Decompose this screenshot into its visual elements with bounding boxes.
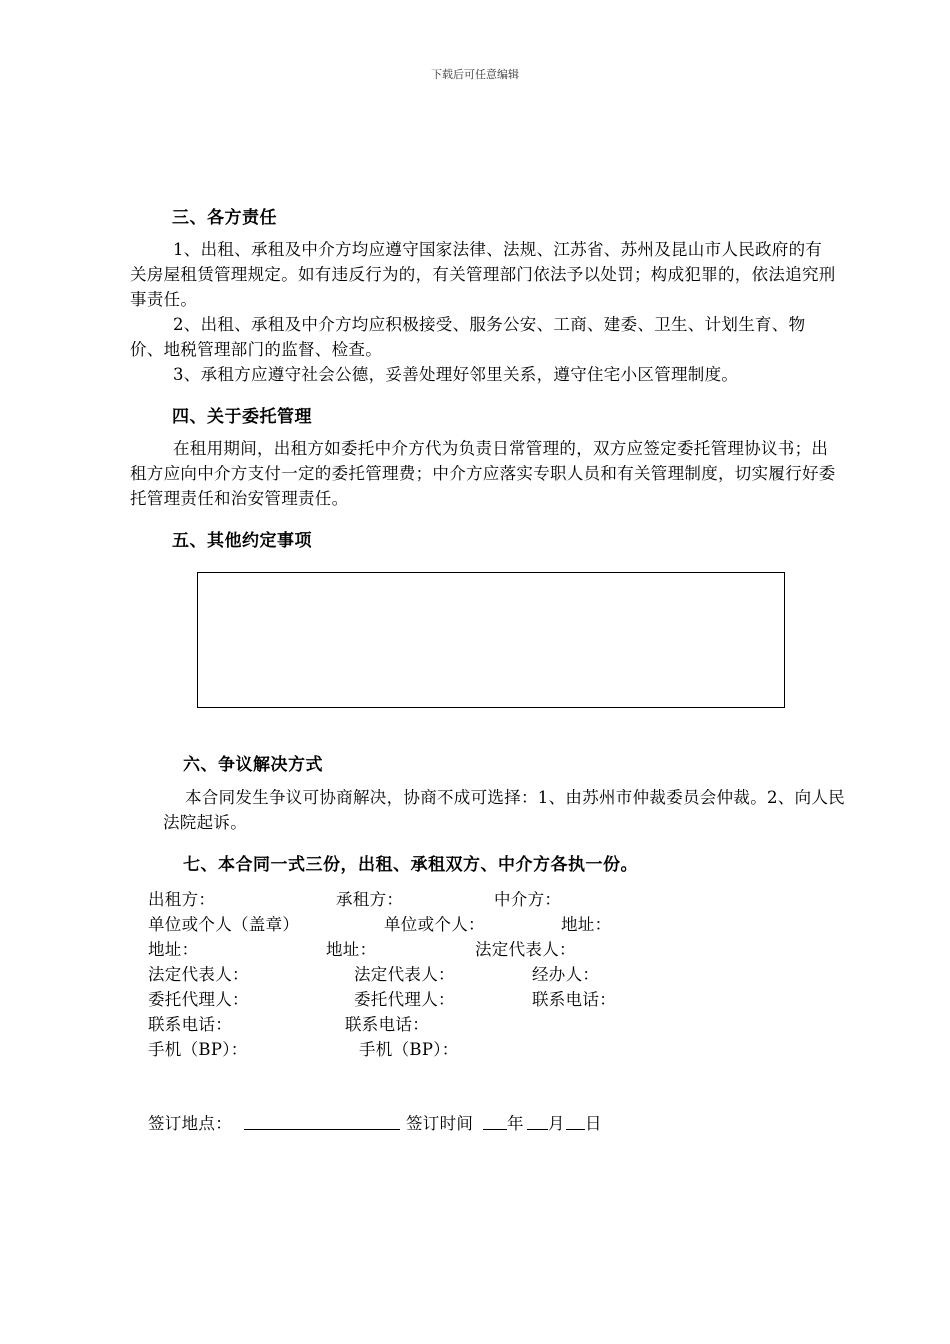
section-6-title: 六、争议解决方式 (183, 755, 323, 775)
section-6-text: 本合同发生争议可协商解决，协商不成可选择：1、由苏州市仲裁委员会仲裁。2、向人民法院起诉。 (163, 788, 845, 832)
lessee-unit: 单位或个人： (384, 915, 485, 934)
agent-legal-rep: 法定代表人： (475, 940, 576, 959)
signing-day-label: 日 (585, 1114, 602, 1133)
agent-address: 地址： (561, 915, 612, 934)
section-3-item-3: 3、承租方应遵守社会公德，妥善处理好邻里关系，遵守住宅小区管理制度。 (173, 365, 739, 384)
header-note: 下载后可任意编辑 (431, 68, 519, 81)
agent-handler: 经办人： (532, 965, 600, 984)
lessor-address: 地址： (148, 940, 199, 959)
lessor-legal-rep: 法定代表人： (148, 965, 249, 984)
section-5-title: 五、其他约定事项 (172, 531, 312, 551)
lessor-mobile: 手机（BP）： (148, 1040, 248, 1059)
signing-day-blank[interactable] (566, 1129, 585, 1130)
signing-year-label: 年 (507, 1114, 524, 1133)
section-3-item-1: 1、出租、承租及中介方均应遵守国家法律、法规、江苏省、苏州及昆山市人民政府的有关房屋租赁管理规定。如有违反行为的，有关管理部门依法予以处罚；构成犯罪的，依法追究刑事责任。 (130, 240, 836, 309)
other-terms-box[interactable] (197, 572, 785, 708)
signing-month-blank[interactable] (527, 1129, 548, 1130)
section-3-title: 三、各方责任 (172, 208, 277, 228)
signing-place-blank[interactable] (244, 1129, 400, 1130)
lessee-legal-rep: 法定代表人： (354, 965, 455, 984)
lessee-label: 承租方： (336, 890, 404, 909)
lessee-phone: 联系电话： (345, 1015, 429, 1034)
lessee-agent: 委托代理人： (354, 990, 455, 1009)
signing-year-blank[interactable] (483, 1129, 507, 1130)
lessor-phone: 联系电话： (148, 1015, 232, 1034)
signing-time-label: 签订时间 (406, 1114, 474, 1133)
agent-phone: 联系电话： (532, 990, 616, 1009)
signing-month-label: 月 (548, 1114, 565, 1133)
lessor-label: 出租方： (148, 890, 216, 909)
lessee-mobile: 手机（BP）： (359, 1040, 459, 1059)
section-3-item-2: 2、出租、承租及中介方均应积极接受、服务公安、工商、建委、卫生、计划生育、物价、地税管理部门的监督、检查。 (130, 315, 806, 359)
agent-label: 中介方： (494, 890, 562, 909)
lessor-agent: 委托代理人： (148, 990, 249, 1009)
section-4-text: 在租用期间，出租方如委托中介方代为负责日常管理的，双方应签定委托管理协议书；出租方应向中介方支付一定的委托管理费；中介方应落实专职人员和有关管理制度，切实履行好委托管理责任和治安管理责任。 (130, 439, 836, 508)
lessee-address: 地址： (326, 940, 377, 959)
lessor-unit: 单位或个人（盖章） (148, 915, 300, 934)
section-4-title: 四、关于委托管理 (172, 407, 312, 427)
signing-place-label: 签订地点： (148, 1114, 232, 1133)
section-7-title: 七、本合同一式三份，出租、承租双方、中介方各执一份。 (183, 855, 638, 875)
